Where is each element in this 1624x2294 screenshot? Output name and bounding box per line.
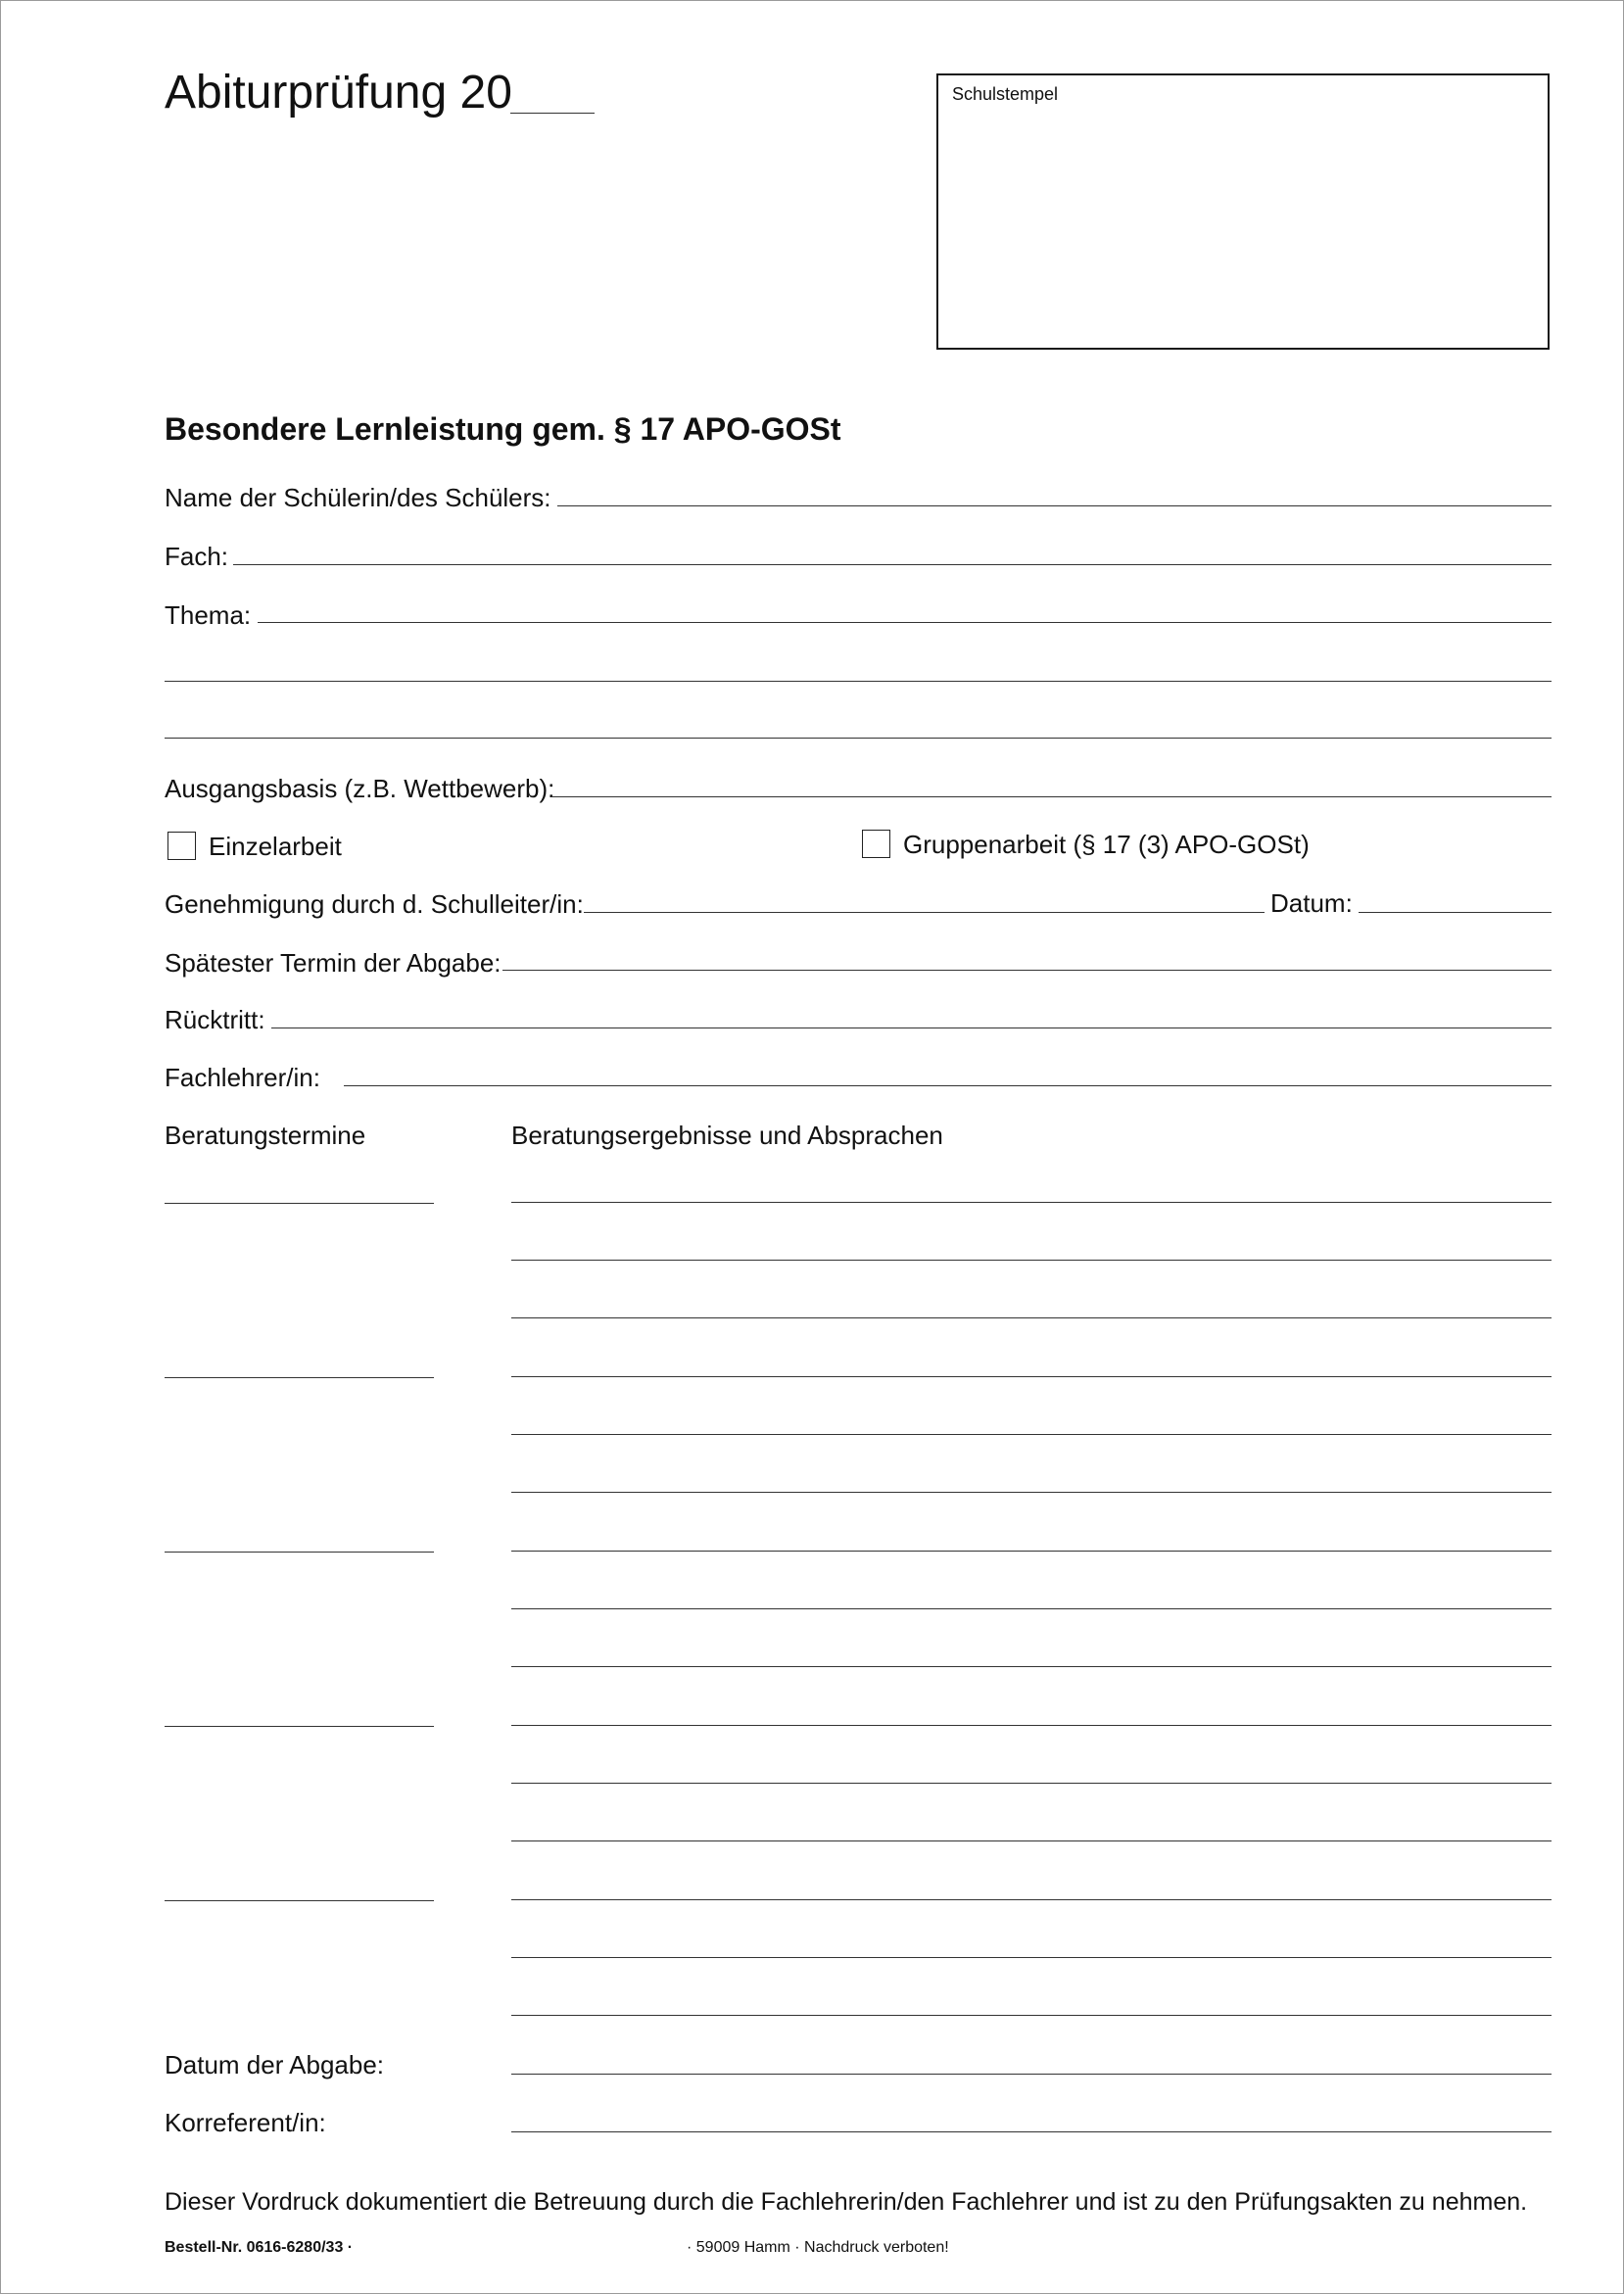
school-stamp-box: [936, 73, 1550, 350]
group-work-label: Gruppenarbeit (§ 17 (3) APO-GOSt): [903, 830, 1310, 859]
footer-note: Dieser Vordruck dokumentiert die Betreuung durch die Fachlehrerin/den Fachlehrer und ist zu den Prüfungsakten zu nehmen.: [165, 2188, 1528, 2216]
student-name-label: Name der Schülerin/des Schülers:: [165, 483, 551, 512]
school-stamp-label: Schulstempel: [952, 84, 1059, 104]
subject-line[interactable]: [233, 564, 1552, 565]
consultation-date-line[interactable]: [165, 1726, 434, 1727]
consultation-result-line[interactable]: [511, 1725, 1552, 1726]
student-name-line[interactable]: [557, 505, 1552, 506]
order-number: Bestell-Nr. 0616-6280/33 ·: [165, 2239, 354, 2256]
topic-line-2[interactable]: [165, 681, 1552, 682]
consultation-result-line[interactable]: [511, 1840, 1552, 1841]
approval-label: Genehmigung durch d. Schulleiter/in:: [165, 889, 584, 919]
consultation-result-line[interactable]: [511, 2015, 1552, 2016]
co-referee-line[interactable]: [511, 2131, 1552, 2132]
basis-line[interactable]: [551, 796, 1552, 797]
date-label: Datum:: [1270, 888, 1353, 918]
consultation-date-line[interactable]: [165, 1203, 434, 1204]
approval-line[interactable]: [584, 912, 1265, 913]
page-title: Abiturprüfung 20: [165, 67, 512, 119]
consultation-results-heading: Beratungsergebnisse und Absprachen: [511, 1121, 943, 1150]
year-blank-line[interactable]: [510, 113, 595, 114]
consultation-result-line[interactable]: [511, 1492, 1552, 1493]
consultation-result-line[interactable]: [511, 1899, 1552, 1900]
single-work-checkbox[interactable]: [167, 832, 196, 860]
imprint: · 59009 Hamm · Nachdruck verboten!: [687, 2239, 949, 2256]
consultation-result-line[interactable]: [511, 1666, 1552, 1667]
basis-label: Ausgangsbasis (z.B. Wettbewerb):: [165, 774, 555, 803]
topic-label: Thema:: [165, 600, 252, 630]
consultation-dates-heading: Beratungstermine: [165, 1121, 366, 1150]
topic-line[interactable]: [258, 622, 1552, 623]
consultation-result-line[interactable]: [511, 1608, 1552, 1609]
deadline-line[interactable]: [502, 970, 1552, 971]
submission-date-line[interactable]: [511, 2074, 1552, 2075]
section-heading: Besondere Lernleistung gem. § 17 APO-GOSt: [165, 411, 841, 447]
consultation-result-line[interactable]: [511, 1376, 1552, 1377]
consultation-date-line[interactable]: [165, 1377, 434, 1378]
topic-line-3[interactable]: [165, 738, 1552, 739]
subject-label: Fach:: [165, 542, 229, 571]
group-work-checkbox[interactable]: [862, 830, 890, 858]
consultation-date-line[interactable]: [165, 1552, 434, 1553]
consultation-result-line[interactable]: [511, 1957, 1552, 1958]
submission-date-label: Datum der Abgabe:: [165, 2050, 385, 2079]
date-line[interactable]: [1359, 912, 1552, 913]
consultation-result-line[interactable]: [511, 1551, 1552, 1552]
teacher-line[interactable]: [344, 1085, 1552, 1086]
single-work-label: Einzelarbeit: [209, 832, 342, 861]
teacher-label: Fachlehrer/in:: [165, 1063, 320, 1092]
consultation-date-line[interactable]: [165, 1900, 434, 1901]
withdrawal-label: Rücktritt:: [165, 1005, 265, 1034]
consultation-result-line[interactable]: [511, 1434, 1552, 1435]
co-referee-label: Korreferent/in:: [165, 2108, 326, 2137]
consultation-result-line[interactable]: [511, 1317, 1552, 1318]
deadline-label: Spätester Termin der Abgabe:: [165, 948, 502, 978]
consultation-result-line[interactable]: [511, 1202, 1552, 1203]
consultation-result-line[interactable]: [511, 1260, 1552, 1261]
consultation-result-line[interactable]: [511, 1783, 1552, 1784]
